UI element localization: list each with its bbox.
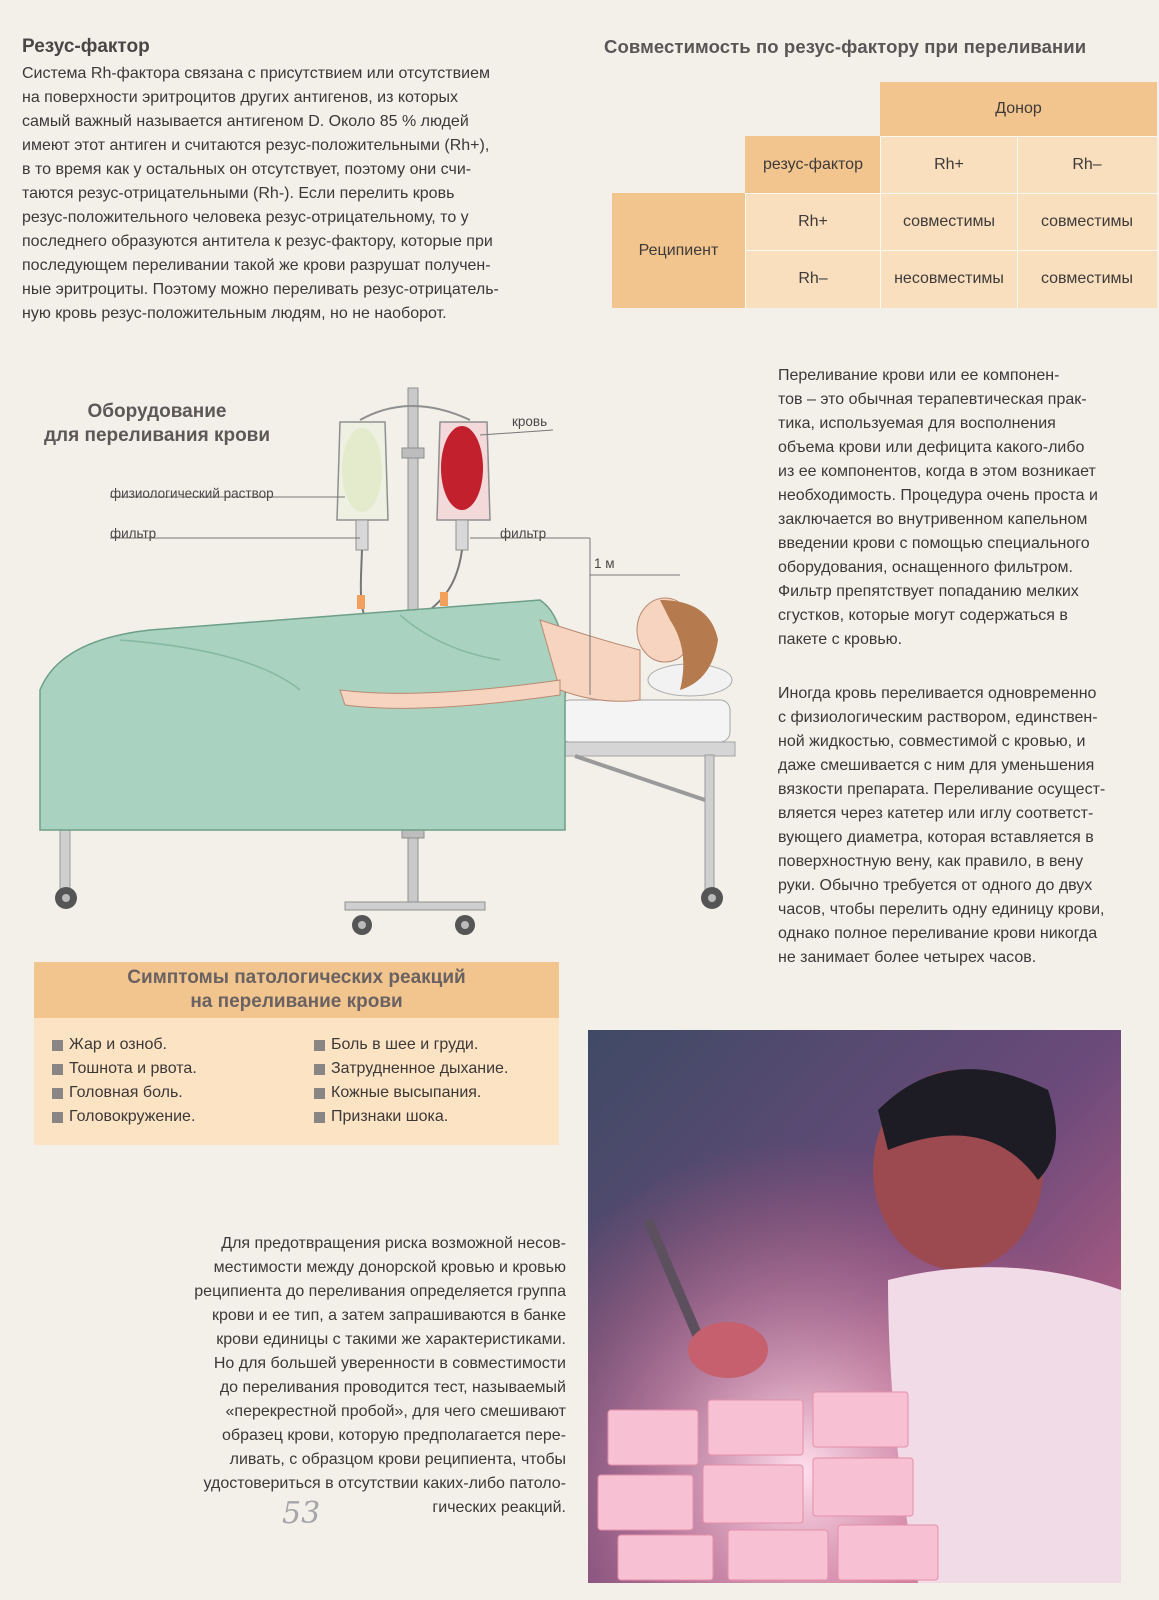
text-line: тов – это обычная терапевтическая прак- — [778, 391, 1087, 408]
factor-header: резус-фактор — [745, 136, 881, 193]
symptom-item — [314, 1084, 481, 1102]
text-line: резус-положительного человека резус-отрицательному, то у — [22, 209, 469, 226]
table-cell: совместимы — [1017, 193, 1157, 250]
symptom-text: Затрудненное дыхание. — [331, 1060, 509, 1077]
table-divider — [880, 136, 881, 308]
procedure-text — [778, 364, 1153, 652]
bullet-icon — [52, 1040, 63, 1051]
table-divider — [745, 250, 1157, 251]
table-cell: совместимы — [881, 193, 1017, 250]
symptom-text: Тошнота и рвота. — [69, 1060, 197, 1077]
compat-table-title: Совместимость по резус-фактору при переливании — [604, 36, 1087, 57]
text-line: на поверхности эритроцитов других антигенов, из которых — [22, 89, 459, 106]
donor-col-rhpos: Rh+ — [881, 136, 1017, 193]
lab-photo — [588, 1030, 1121, 1583]
bullet-icon — [52, 1112, 63, 1123]
text-line: необходимость. Процедура очень проста и — [778, 487, 1098, 504]
text-line: Переливание крови или ее компонен- — [778, 367, 1060, 384]
text-line: последующем переливании такой же крови разрушат получен- — [22, 257, 491, 274]
table-cell: несовместимы — [881, 250, 1017, 308]
text-line: вязкости препарата. Переливание осущест- — [778, 781, 1106, 798]
clamp — [357, 595, 365, 609]
text-line: местимости между донорской кровью и кровью — [213, 1259, 566, 1276]
bullet-icon — [52, 1088, 63, 1099]
rh-section-title: Резус-фактор — [22, 36, 150, 57]
symptom-item — [314, 1060, 508, 1078]
text-line: часов, чтобы перелить одну единицу крови, — [778, 901, 1105, 918]
symptom-text: Головокружение. — [69, 1108, 196, 1125]
text-line: однако полное переливание крови никогда — [778, 925, 1098, 942]
bullet-icon — [314, 1040, 325, 1051]
text-line: тика, используемая для восполнения — [778, 415, 1056, 432]
text-line: Система Rh-фактора связана с присутствием или отсутствием — [22, 65, 490, 82]
text-line: даже смешивается с ним для уменьшения — [778, 757, 1095, 774]
recipient-row-rhneg: Rh– — [745, 250, 881, 308]
text-line: вляется через катетер или иглу соответст- — [778, 805, 1094, 822]
text-line: Для предотвращения риска возможной несов- — [221, 1235, 566, 1252]
text-line: руки. Обычно требуется от одного до двух — [778, 877, 1093, 894]
title-line: на переливание крови — [190, 991, 403, 1012]
text-line: удостовериться в отсутствии каких-либо патоло- — [203, 1475, 566, 1492]
symptom-text: Боль в шее и груди. — [331, 1036, 479, 1053]
text-line: сгустков, которые могут содержаться в — [778, 607, 1068, 624]
title-line: для переливания крови — [43, 425, 271, 446]
bullet-icon — [314, 1112, 325, 1123]
text-line: введении крови с помощью специального — [778, 535, 1090, 552]
text-line: Иногда кровь переливается одновременно — [778, 685, 1097, 702]
text-line: последнего образуются антитела к резус-фактору, которые при — [22, 233, 493, 250]
table-cell: совместимы — [1017, 250, 1157, 308]
text-line: вующего диаметра, которая вставляется в — [778, 829, 1094, 846]
text-line: Но для большей уверенности в совместимости — [213, 1355, 566, 1372]
bullet-icon — [314, 1088, 325, 1099]
recipient-header: Реципиент — [612, 193, 745, 308]
symptom-item — [314, 1036, 478, 1054]
text-line: объема крови или дефицита какого-либо — [778, 439, 1085, 456]
symptom-text: Кожные высыпания. — [331, 1084, 482, 1101]
label-filter-right: фильтр — [500, 526, 547, 541]
text-line: Фильтр препятствует попаданию мелких — [778, 583, 1079, 600]
symptom-item — [314, 1108, 448, 1126]
transfusion-illustration — [0, 380, 770, 950]
text-line: с физиологическим раствором, единствен- — [778, 709, 1098, 726]
text-line: гических реакций. — [432, 1499, 566, 1516]
donor-header: Донор — [880, 82, 1157, 136]
text-line: крови и ее тип, а затем запрашиваются в банке — [212, 1307, 566, 1324]
text-line: не занимает более четырех часов. — [778, 949, 1037, 966]
text-line: ные эритроциты. Поэтому можно переливать резус-отрицатель- — [22, 281, 499, 298]
rh-section-text — [22, 62, 562, 326]
label-saline: физиологический раствор — [110, 486, 274, 501]
text-line: образец крови, которую предполагается пере- — [222, 1427, 566, 1444]
clamp — [440, 592, 448, 606]
text-line: самый важный называется антигеном D. Около 85 % людей — [22, 113, 469, 130]
label-blood: кровь — [512, 414, 548, 429]
page-number: 53 — [282, 1496, 321, 1531]
text-line: реципиента до переливания определяется группа — [194, 1283, 566, 1300]
symptom-text: Жар и озноб. — [69, 1036, 167, 1053]
text-line: пакете с кровью. — [778, 631, 903, 648]
recipient-row-rhpos: Rh+ — [745, 193, 881, 250]
text-line: ную кровь резус-положительным людям, но не наоборот. — [22, 305, 447, 322]
sheet — [40, 600, 566, 830]
saline-bag — [337, 422, 388, 550]
leader-line — [480, 430, 553, 435]
text-line: ной жидкостью, совместимой с кровью, и — [778, 733, 1086, 750]
text-line: оборудования, оснащенного фильтром. — [778, 559, 1073, 576]
title-line: Симптомы патологических реакций — [127, 967, 466, 988]
saline-text — [778, 682, 1156, 970]
text-line: до переливания проводится тест, называемый — [219, 1379, 566, 1396]
symptom-text: Головная боль. — [69, 1084, 183, 1101]
symptom-item — [52, 1060, 197, 1078]
text-line: из ее компонентов, когда в этом возникает — [778, 463, 1096, 480]
label-height: 1 м — [594, 556, 615, 571]
text-line: заключается во внутривенном капельном — [778, 511, 1088, 528]
symptom-item — [52, 1036, 167, 1054]
donor-col-rhneg: Rh– — [1017, 136, 1157, 193]
text-line: поверхностную вену, как правило, в вену — [778, 853, 1084, 870]
text-line: имеют этот антиген и считаются резус-положительными (Rh+), — [22, 137, 490, 154]
symptom-item — [52, 1084, 183, 1102]
text-line: «перекрестной пробой», для чего смешивают — [225, 1403, 566, 1420]
bullet-icon — [52, 1064, 63, 1075]
table-divider — [1017, 136, 1018, 308]
symptom-text: Признаки шока. — [331, 1108, 449, 1125]
text-line: таются резус-отрицательными (Rh-). Если перелить кровь — [22, 185, 455, 202]
table-divider — [881, 136, 1157, 137]
text-line: ливать, с образцом крови реципиента, чтобы — [229, 1451, 566, 1468]
title-line: Оборудование — [87, 401, 227, 422]
text-line: крови единицы с такими же характеристиками. — [216, 1331, 566, 1348]
blood-bag — [437, 422, 490, 550]
text-line: в то время как у остальных он отсутствует, поэтому они счи- — [22, 161, 472, 178]
symptom-item — [52, 1108, 195, 1126]
bullet-icon — [314, 1064, 325, 1075]
crossmatch-text — [160, 1232, 566, 1520]
symptoms-title — [34, 966, 559, 1014]
label-filter-left: фильтр — [110, 526, 157, 541]
table-divider — [745, 193, 1157, 194]
